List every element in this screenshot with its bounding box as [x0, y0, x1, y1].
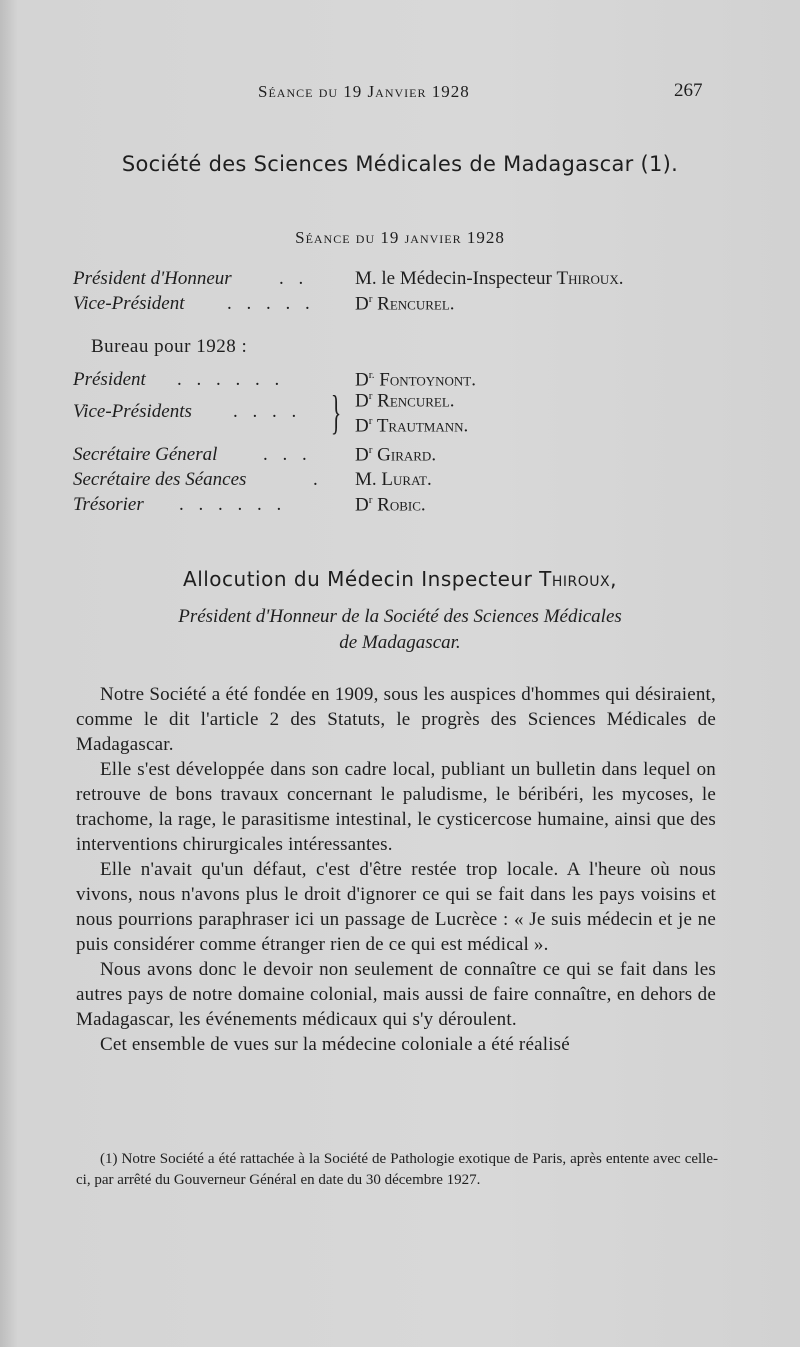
person-name: Lurat. [381, 469, 432, 490]
footnote-text: (1) Notre Société a été rattachée à la Société de Pathologie exotique de Paris, après entente avec celle-ci, par arrêté du Gouverneur Général en date du 30 décembre 1927. [76, 1151, 718, 1188]
bureau-row-tresorier [73, 494, 733, 518]
bureau-row-vice-presidents [73, 386, 733, 442]
leader-dots: . . . . . [227, 293, 315, 314]
paragraph: Cet ensemble de vues sur la médecine coloniale a été réalisé [100, 1034, 570, 1055]
person-sup: r [368, 390, 373, 402]
person-sup: r [368, 293, 373, 305]
person-prefix: D [355, 415, 369, 437]
person-sup: r. [368, 369, 375, 381]
person-thiroux [355, 268, 623, 290]
running-head [0, 78, 800, 108]
person-prefix: D [355, 390, 369, 412]
person-prefix: D [355, 494, 369, 516]
person-name: Thiroux. [556, 268, 624, 289]
person-name: Girard. [372, 444, 437, 466]
allocution-title-name: Thiroux, [539, 567, 617, 591]
role-vice-presidents: Vice-Présidents [73, 401, 192, 422]
leader-dots: . . . . . . [177, 369, 285, 390]
bureau-label: Bureau pour 1928 : [91, 336, 248, 357]
person-name: Robic. [372, 494, 426, 516]
role-president-honneur: Président d'Honneur [73, 268, 232, 289]
allocution-title-prefix: Allocution du Médecin Inspecteur [183, 567, 540, 591]
role-secretaire-general: Secrétaire Géneral [73, 444, 218, 465]
paragraph: Elle n'avait qu'un défaut, c'est d'être restée trop locale. A l'heure où nous vivons, nous n'avons plus le droit d'ignorer ce qui se fait dans les pays voisins et nous pourrions paraphraser ici un passage de Lucrèce : « Je suis médecin et je ne puis considérer comme étranger rien de ce qui est médical ». [76, 859, 716, 955]
person-sup: r [368, 444, 373, 456]
society-title: Société des Sciences Médicales de Madagascar (1). [121, 152, 679, 176]
person-prefix: D [355, 369, 369, 391]
leader-dots: . . . . . . [179, 494, 287, 515]
person-prefix: M. [355, 469, 382, 490]
role-president: Président [73, 369, 146, 390]
bureau-row-secretaire-general [73, 444, 733, 468]
person-name: Fontoynont. [374, 369, 476, 391]
person-name: Rencurel. [372, 390, 455, 412]
leader-dots: . . . [263, 444, 312, 465]
allocution-subtitle [0, 604, 800, 656]
role-secretaire-seances: Secrétaire des Séances [73, 469, 247, 490]
person-prefix: D [355, 293, 369, 315]
allocution-subtitle-line: de Madagascar. [339, 632, 461, 653]
bureau-row-vice [73, 293, 733, 317]
allocution-title [0, 567, 800, 591]
person-name: Trautmann. [372, 415, 469, 437]
brace-icon: } [330, 386, 342, 439]
person-lurat [355, 469, 432, 491]
person-prefix: D [355, 444, 369, 466]
page-number: 267 [674, 80, 703, 101]
leader-dots: . [313, 469, 323, 490]
person-sup: r [368, 415, 373, 427]
paragraph: Notre Société a été fondée en 1909, sous les auspices d'hommes qui désiraient, comme le dit l'article 2 des Statuts, le progrès des Sciences Médicales de Madagascar. [76, 684, 716, 755]
person-prefix: M. le Médecin-Inspecteur [355, 268, 557, 289]
bureau-row-honneur [73, 268, 733, 292]
paragraph: Elle s'est développée dans son cadre local, publiant un bulletin dans lequel on retrouve de bons travaux concernant le paludisme, le béribéri, les mycoses, le trachome, la rage, le parasitisme intestinal, le cysticercose humaine, ainsi que des interventions chirurgicales intéressantes. [76, 759, 716, 855]
leader-dots: . . . . [233, 401, 302, 422]
person-trautmann [355, 415, 468, 437]
running-title: Séance du 19 Janvier 1928 [258, 82, 470, 101]
role-tresorier: Trésorier [73, 494, 144, 515]
person-robic [355, 494, 426, 516]
role-vice-president: Vice-Président [73, 293, 185, 314]
person-rencurel [355, 390, 455, 412]
bureau-row-secretaire-seances [73, 469, 733, 493]
person-sup: r [368, 494, 373, 506]
footnote [76, 1149, 718, 1191]
paragraph: Nous avons donc le devoir non seulement de connaître ce qui se fait dans les autres pays de notre domaine colonial, mais aussi de faire connaître, en dehors de Madagascar, les événements médicaux qui s'y déroulent. [76, 959, 716, 1030]
person-fontoynont [355, 369, 476, 391]
leader-dots: . . [279, 268, 309, 289]
allocution-subtitle-line: Président d'Honneur de la Société des Sciences Médicales [178, 606, 622, 627]
body-text [76, 682, 716, 1057]
person-girard [355, 444, 436, 466]
person-name: Rencurel. [372, 293, 455, 315]
person-rencurel [355, 293, 455, 315]
seance-title: Séance du 19 janvier 1928 [295, 228, 505, 247]
